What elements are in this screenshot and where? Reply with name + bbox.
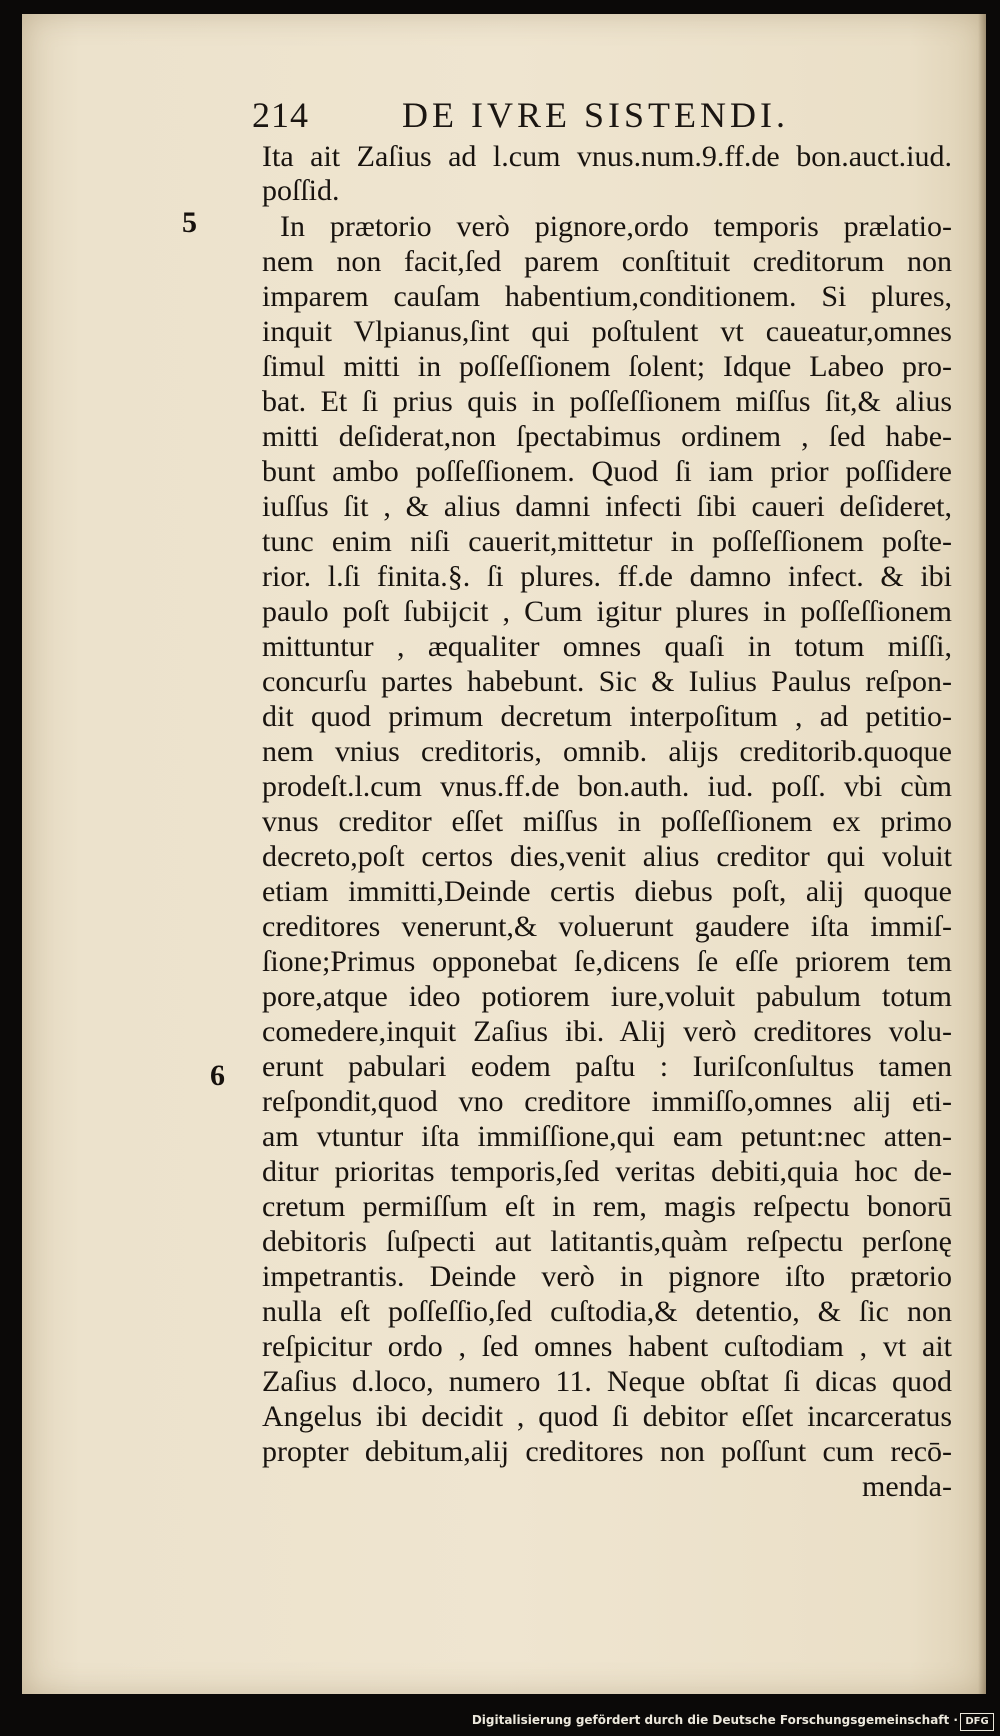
- text-line: mittuntur , æqualiter omnes quaſi in totum miſſi,: [262, 630, 952, 663]
- text-line: paulo poſt ſubijcit , Cum igitur plures in poſſeſſionem: [262, 595, 952, 628]
- text-line: debitoris ſuſpecti aut latitantis,quàm reſpectu perſonę: [262, 1225, 952, 1258]
- text-line: etiam immitti,Deinde certis diebus poſt, alij quoque: [262, 875, 952, 908]
- margin-note-5: 5: [182, 206, 197, 239]
- text-line: bunt ambo poſſeſſionem. Quod ſi iam prior poſſidere: [262, 455, 952, 488]
- text-line: comedere,inquit Zaſius ibi. Alij verò creditores volu-: [262, 1015, 952, 1048]
- text-line: pore,atque ideo potiorem iure,voluit pabulum totum: [262, 980, 952, 1013]
- footer-bar: [0, 1710, 1000, 1736]
- book-page: [22, 14, 986, 1694]
- text-line: impetrantis. Deinde verò in pignore iſto prætorio: [262, 1260, 952, 1293]
- text-line: In prætorio verò pignore,ordo temporis prælatio-: [280, 210, 952, 243]
- text-line: poſſid.: [262, 174, 340, 207]
- text-line: mitti deſiderat,non ſpectabimus ordinem , ſed habe-: [262, 420, 952, 453]
- text-line: dit quod primum decretum interpoſitum , ad petitio-: [262, 700, 952, 733]
- funding-note: Digitalisierung gefördert durch die Deutsche Forschungsgemeinschaft ·: [471, 1713, 958, 1727]
- text-line: reſpicitur ordo , ſed omnes habent cuſtodiam , vt ait: [262, 1330, 952, 1363]
- catchword: menda-: [862, 1470, 952, 1503]
- text-line: bat. Et ſi prius quis in poſſeſſionem miſſus ſit,& alius: [262, 385, 952, 418]
- text-line: rior. l.ſi finita.§. ſi plures. ff.de damno infect. & ibi: [262, 560, 952, 593]
- text-line: nem vnius creditoris, omnib. alijs creditorib.quoque: [262, 735, 952, 768]
- text-line: Zaſius d.loco, numero 11. Neque obſtat ſi dicas quod: [262, 1365, 952, 1398]
- text-line: nem non facit,ſed parem conſtituit creditorum non: [262, 245, 952, 278]
- text-line: creditores venerunt,& voluerunt gaudere iſta immiſ-: [262, 910, 952, 943]
- text-line: nulla eſt poſſeſſio,ſed cuſtodia,& detentio, & ſic non: [262, 1295, 952, 1328]
- text-line: ſione;Primus opponebat ſe,dicens ſe eſſe priorem tem: [262, 945, 952, 978]
- text-line: cretum permiſſum eſt in rem, magis reſpectu bonorū: [262, 1190, 952, 1223]
- text-line: tunc enim niſi cauerit,mittetur in poſſeſſionem poſte-: [262, 525, 952, 558]
- text-line: ditur prioritas temporis,ſed veritas debiti,quia hoc de-: [262, 1155, 952, 1188]
- text-line: Angelus ibi decidit , quod ſi debitor eſſet incarceratus: [262, 1400, 952, 1433]
- body-text: [22, 14, 986, 1694]
- text-line: reſpondit,quod vno creditore immiſſo,omnes alij eti-: [262, 1085, 952, 1118]
- text-line: iuſſus ſit , & alius damni infecti ſibi caueri deſideret,: [262, 490, 952, 523]
- text-line: concurſu partes habebunt. Sic & Iulius Paulus reſpon-: [262, 665, 952, 698]
- text-line: decreto,poſt certos dies,venit alius creditor qui voluit: [262, 840, 952, 873]
- margin-note-6: 6: [210, 1059, 225, 1092]
- text-line: Ita ait Zaſius ad l.cum vnus.num.9.ff.de bon.auct.iud.: [262, 140, 952, 173]
- running-head: DE IVRE SISTENDI.: [402, 95, 789, 135]
- text-line: ſimul mitti in poſſeſſionem ſolent; Idque Labeo pro-: [262, 350, 952, 383]
- text-line: imparem cauſam habentium,conditionem. Si plures,: [262, 280, 952, 313]
- text-line: am vtuntur iſta immiſſione,qui eam petunt:nec atten-: [262, 1120, 952, 1153]
- page-number: 214: [252, 95, 309, 135]
- text-line: prodeſt.l.cum vnus.ff.de bon.auth. iud. poſſ. vbi cùm: [262, 770, 952, 803]
- text-line: inquit Vlpianus,ſint qui poſtulent vt caueatur,omnes: [262, 315, 952, 348]
- dfg-logo: DFG: [960, 1713, 994, 1731]
- text-line: vnus creditor eſſet miſſus in poſſeſſionem ex primo: [262, 805, 952, 838]
- text-line: erunt pabulari eodem paſtu : Iuriſconſultus tamen: [262, 1050, 952, 1083]
- text-line: propter debitum,alij creditores non poſſunt cum recō-: [262, 1435, 952, 1468]
